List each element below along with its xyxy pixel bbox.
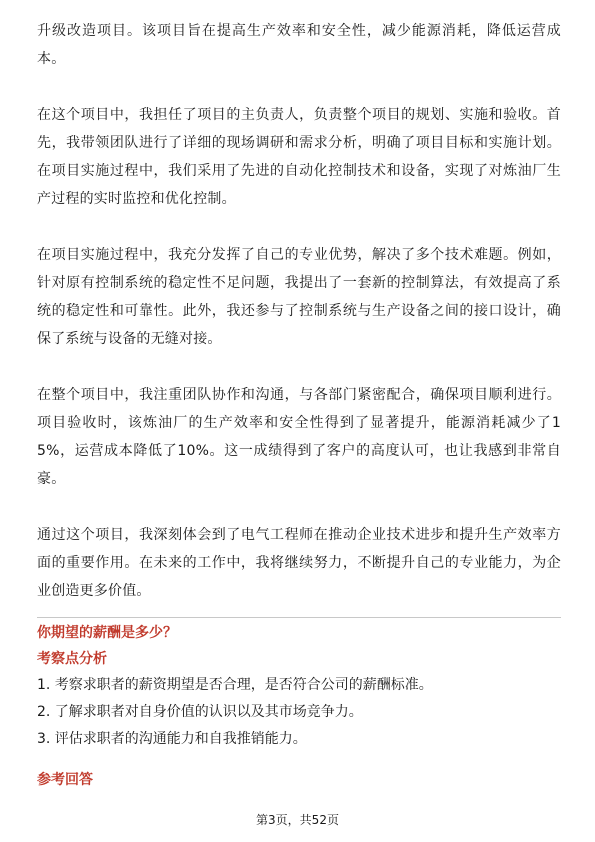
page-number-footer: 第3页，共52页: [256, 813, 339, 827]
body-paragraph: 在项目实施过程中，我充分发挥了自己的专业优势，解决了多个技术难题。例如，针对原有控制系统的稳定性不足问题，我提出了一套新的控制算法，有效提高了系统的稳定性和可靠性。此外，我还参与了控制系统与生产设备之间的接口设计，确保了系统与设备的无缝对接。: [37, 247, 561, 347]
page-content: [37, 17, 561, 793]
body-paragraph: 在整个项目中，我注重团队协作和沟通，与各部门紧密配合，确保项目顺利进行。项目验收时，该炼油厂的生产效率和安全性得到了显著提升，能源消耗减少了15%，运营成本降低了10%。这一成绩得到了客户的高度认可，也让我感到非常自豪。: [37, 387, 561, 487]
reference-answer-heading: 参考回答: [37, 772, 93, 788]
analysis-list: [37, 672, 561, 753]
body-paragraph: 通过这个项目，我深刻体会到了电气工程师在推动企业技术进步和提升生产效率方面的重要作用。在未来的工作中，我将继续努力，不断提升自己的专业能力，为企业创造更多价值。: [37, 527, 561, 599]
body-paragraph: 升级改造项目。该项目旨在提高生产效率和安全性，减少能源消耗，降低运营成本。: [37, 23, 561, 67]
list-item: 2. 了解求职者对自身价值的认识以及其市场竞争力。: [37, 704, 363, 720]
body-paragraph: 在这个项目中，我担任了项目的主负责人，负责整个项目的规划、实施和验收。首先，我带领团队进行了详细的现场调研和需求分析，明确了项目目标和实施计划。在项目实施过程中，我们采用了先进的自动化控制技术和设备，实现了对炼油厂生产过程的实时监控和优化控制。: [37, 107, 561, 207]
list-item: 3. 评估求职者的沟通能力和自我推销能力。: [37, 731, 307, 747]
list-item: 1. 考察求职者的薪资期望是否合理，是否符合公司的薪酬标准。: [37, 677, 433, 693]
question-title: 你期望的薪酬是多少？: [37, 625, 177, 641]
analysis-heading: 考察点分析: [37, 651, 107, 667]
section-divider: [37, 617, 561, 618]
